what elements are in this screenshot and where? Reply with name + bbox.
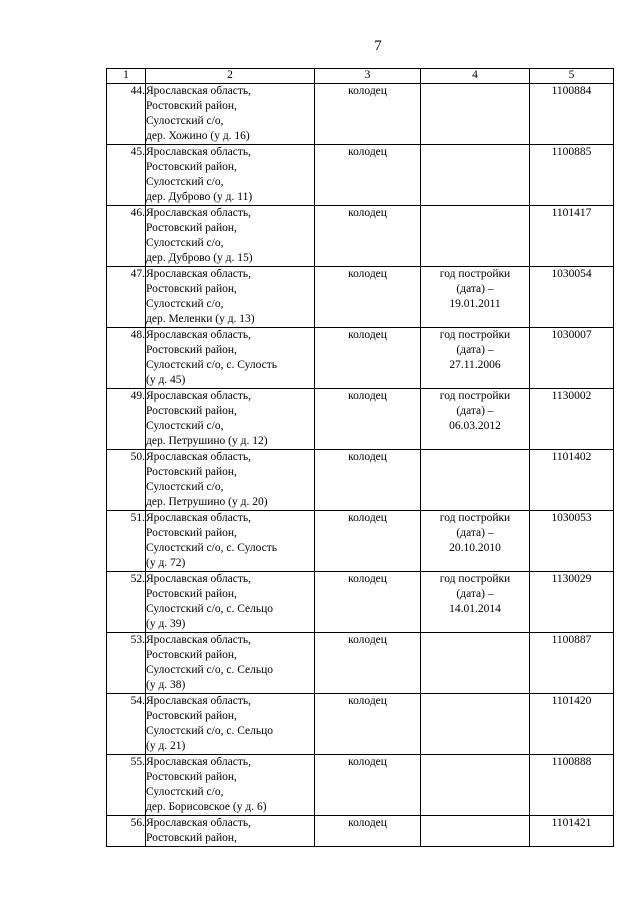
address-cell bbox=[146, 145, 315, 206]
address-cell bbox=[146, 84, 315, 145]
row-number: 44. bbox=[107, 84, 146, 145]
row-number: 52. bbox=[107, 572, 146, 633]
address-line: Сулостский с/о, bbox=[146, 115, 224, 127]
object-type-cell: колодец bbox=[315, 145, 421, 206]
address-line: Ярославская область, bbox=[146, 695, 251, 707]
address-line: Ростовский район, bbox=[146, 527, 237, 539]
table-row bbox=[107, 328, 614, 389]
address-line: Сулостский с/о, с. Сулость bbox=[146, 359, 277, 371]
object-type-cell: колодец bbox=[315, 511, 421, 572]
column-header-2: 2 bbox=[146, 69, 315, 84]
address-line: Сулостский с/о, bbox=[146, 481, 224, 493]
address-line: Ярославская область, bbox=[146, 390, 251, 402]
address-line: Ростовский район, bbox=[146, 710, 237, 722]
registry-table bbox=[106, 68, 614, 847]
registry-code-cell: 1100884 bbox=[530, 84, 614, 145]
row-number: 47. bbox=[107, 267, 146, 328]
column-header-3: 3 bbox=[315, 69, 421, 84]
row-number: 48. bbox=[107, 328, 146, 389]
address-cell bbox=[146, 755, 315, 816]
construction-date-line: (дата) – bbox=[456, 344, 494, 356]
address-line: дер. Меленки (у д. 13) bbox=[146, 313, 255, 325]
address-line: (у д. 38) bbox=[146, 679, 186, 691]
construction-date-line: 14.01.2014 bbox=[449, 603, 501, 615]
construction-date-line: год постройки bbox=[439, 329, 511, 341]
address-line: Сулостский с/о, с. Сельцо bbox=[146, 664, 274, 676]
construction-date-line: год постройки bbox=[439, 512, 511, 524]
address-line: дер. Петрушино (у д. 12) bbox=[146, 435, 268, 447]
address-line: Сулостский с/о, с. Сельцо bbox=[146, 603, 274, 615]
address-line: дер. Петрушино (у д. 20) bbox=[146, 496, 268, 508]
address-line: Ярославская область, bbox=[146, 146, 251, 158]
construction-date-line: (дата) – bbox=[456, 283, 494, 295]
object-type-cell: колодец bbox=[315, 694, 421, 755]
table-row bbox=[107, 633, 614, 694]
address-line: Ростовский район, bbox=[146, 588, 237, 600]
table-row bbox=[107, 267, 614, 328]
row-number: 55. bbox=[107, 755, 146, 816]
construction-date-cell bbox=[421, 572, 530, 633]
address-line: дер. Борисовское (у д. 6) bbox=[146, 801, 267, 813]
address-line: Ростовский район, bbox=[146, 649, 237, 661]
registry-body bbox=[107, 84, 614, 847]
address-line: Ростовский район, bbox=[146, 344, 237, 356]
registry-code-cell: 1101417 bbox=[530, 206, 614, 267]
address-cell bbox=[146, 389, 315, 450]
construction-date-cell bbox=[421, 633, 530, 694]
address-line: Ростовский район, bbox=[146, 466, 237, 478]
object-type-cell: колодец bbox=[315, 267, 421, 328]
registry-code-cell: 1101420 bbox=[530, 694, 614, 755]
registry-code-cell: 1130002 bbox=[530, 389, 614, 450]
address-line: Ярославская область, bbox=[146, 573, 251, 585]
construction-date-cell bbox=[421, 389, 530, 450]
address-cell bbox=[146, 206, 315, 267]
table-row bbox=[107, 206, 614, 267]
address-line: дер. Дуброво (у д. 11) bbox=[146, 191, 253, 203]
address-line: Сулостский с/о, bbox=[146, 420, 224, 432]
construction-date-line: 27.11.2006 bbox=[449, 359, 501, 371]
construction-date-line: год постройки bbox=[439, 390, 511, 402]
address-line: Сулостский с/о, bbox=[146, 298, 224, 310]
object-type-cell: колодец bbox=[315, 328, 421, 389]
table-row bbox=[107, 84, 614, 145]
address-cell bbox=[146, 267, 315, 328]
address-cell bbox=[146, 633, 315, 694]
construction-date-cell bbox=[421, 267, 530, 328]
construction-date-line: (дата) – bbox=[456, 405, 494, 417]
construction-date-cell bbox=[421, 511, 530, 572]
table-row bbox=[107, 511, 614, 572]
address-cell bbox=[146, 450, 315, 511]
object-type-cell: колодец bbox=[315, 206, 421, 267]
address-line: Ярославская область, bbox=[146, 817, 251, 829]
row-number: 46. bbox=[107, 206, 146, 267]
registry-code-cell: 1100887 bbox=[530, 633, 614, 694]
construction-date-cell bbox=[421, 450, 530, 511]
address-line: Ярославская область, bbox=[146, 634, 251, 646]
address-line: (у д. 45) bbox=[146, 374, 186, 386]
row-number: 53. bbox=[107, 633, 146, 694]
address-line: Ростовский район, bbox=[146, 222, 237, 234]
table-row bbox=[107, 572, 614, 633]
table-row bbox=[107, 755, 614, 816]
address-line: Ростовский район, bbox=[146, 405, 237, 417]
address-line: Ростовский район, bbox=[146, 832, 237, 844]
registry-code-cell: 1101402 bbox=[530, 450, 614, 511]
address-cell bbox=[146, 572, 315, 633]
address-line: Ярославская область, bbox=[146, 512, 251, 524]
address-line: Ростовский район, bbox=[146, 771, 237, 783]
address-line: Ярославская область, bbox=[146, 85, 251, 97]
object-type-cell: колодец bbox=[315, 84, 421, 145]
registry-code-cell: 1030054 bbox=[530, 267, 614, 328]
row-number: 56. bbox=[107, 816, 146, 847]
object-type-cell: колодец bbox=[315, 450, 421, 511]
object-type-cell: колодец bbox=[315, 633, 421, 694]
address-line: дер. Хожино (у д. 16) bbox=[146, 130, 250, 142]
construction-date-line: (дата) – bbox=[456, 588, 494, 600]
column-header-5: 5 bbox=[530, 69, 614, 84]
construction-date-cell bbox=[421, 755, 530, 816]
address-line: Ярославская область, bbox=[146, 756, 251, 768]
object-type-cell: колодец bbox=[315, 389, 421, 450]
object-type-cell: колодец bbox=[315, 755, 421, 816]
object-type-cell: колодец bbox=[315, 572, 421, 633]
table-row bbox=[107, 450, 614, 511]
address-line: Сулостский с/о, с. Сельцо bbox=[146, 725, 274, 737]
address-cell bbox=[146, 328, 315, 389]
address-line: Ростовский район, bbox=[146, 283, 237, 295]
construction-date-line: 19.01.2011 bbox=[449, 298, 501, 310]
address-line: дер. Дуброво (у д. 15) bbox=[146, 252, 253, 264]
address-line: Сулостский с/о, bbox=[146, 786, 224, 798]
address-line: Сулостский с/о, с. Сулость bbox=[146, 542, 277, 554]
address-line: Ярославская область, bbox=[146, 329, 251, 341]
column-number-row bbox=[107, 69, 614, 84]
registry-code-cell: 1130029 bbox=[530, 572, 614, 633]
construction-date-cell bbox=[421, 816, 530, 847]
address-line: (у д. 39) bbox=[146, 618, 186, 630]
registry-code-cell: 1100888 bbox=[530, 755, 614, 816]
address-line: Сулостский с/о, bbox=[146, 237, 224, 249]
row-number: 45. bbox=[107, 145, 146, 206]
table-row bbox=[107, 694, 614, 755]
address-line: Сулостский с/о, bbox=[146, 176, 224, 188]
construction-date-cell bbox=[421, 84, 530, 145]
row-number: 49. bbox=[107, 389, 146, 450]
construction-date-cell bbox=[421, 145, 530, 206]
registry-code-cell: 1030053 bbox=[530, 511, 614, 572]
address-line: Ростовский район, bbox=[146, 161, 237, 173]
address-line: Ростовский район, bbox=[146, 100, 237, 112]
registry-code-cell: 1101421 bbox=[530, 816, 614, 847]
table-row bbox=[107, 816, 614, 847]
column-header-1: 1 bbox=[107, 69, 146, 84]
construction-date-line: год постройки bbox=[439, 268, 511, 280]
construction-date-cell bbox=[421, 206, 530, 267]
row-number: 54. bbox=[107, 694, 146, 755]
construction-date-cell bbox=[421, 694, 530, 755]
construction-date-line: (дата) – bbox=[456, 527, 494, 539]
construction-date-cell bbox=[421, 328, 530, 389]
address-line: (у д. 21) bbox=[146, 740, 186, 752]
table-row bbox=[107, 389, 614, 450]
address-line: Ярославская область, bbox=[146, 207, 251, 219]
address-line: Ярославская область, bbox=[146, 268, 251, 280]
address-cell bbox=[146, 816, 315, 847]
address-cell bbox=[146, 511, 315, 572]
address-line: (у д. 72) bbox=[146, 557, 186, 569]
registry-code-cell: 1100885 bbox=[530, 145, 614, 206]
registry-code-cell: 1030007 bbox=[530, 328, 614, 389]
table-row bbox=[107, 145, 614, 206]
address-line: Ярославская область, bbox=[146, 451, 251, 463]
object-type-cell: колодец bbox=[315, 816, 421, 847]
construction-date-line: 20.10.2010 bbox=[449, 542, 501, 554]
row-number: 50. bbox=[107, 450, 146, 511]
address-cell bbox=[146, 694, 315, 755]
page-number: 7 bbox=[374, 38, 382, 54]
construction-date-line: год постройки bbox=[439, 573, 511, 585]
column-header-4: 4 bbox=[421, 69, 530, 84]
row-number: 51. bbox=[107, 511, 146, 572]
construction-date-line: 06.03.2012 bbox=[449, 420, 501, 432]
